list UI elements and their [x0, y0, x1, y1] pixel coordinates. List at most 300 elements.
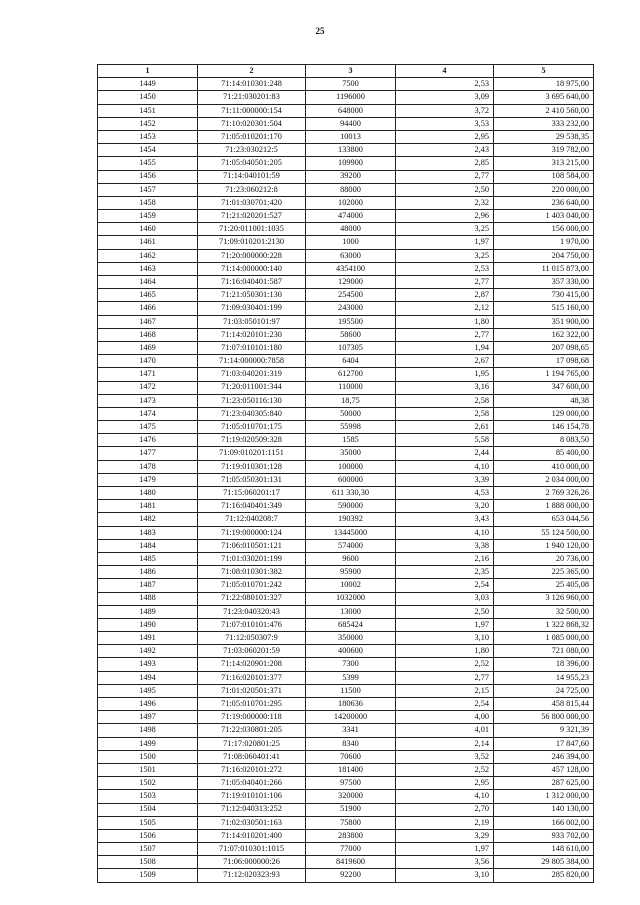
value-cell: 236 640,00 — [494, 196, 594, 209]
rate-cell: 3,09 — [396, 91, 494, 104]
value-cell: 285 820,00 — [494, 869, 594, 882]
cadastral-number-cell: 71:08:060401:41 — [198, 750, 306, 763]
table-row — [98, 605, 594, 618]
area-cell: 400600 — [306, 645, 396, 658]
row-number-cell: 1490 — [98, 618, 198, 631]
area-cell: 611 330,30 — [306, 487, 396, 500]
cadastral-number-cell: 71:05:010701:242 — [198, 579, 306, 592]
area-cell: 1196000 — [306, 91, 396, 104]
row-number-cell: 1449 — [98, 78, 198, 91]
row-number-cell: 1496 — [98, 698, 198, 711]
table-row — [98, 262, 594, 275]
cadastral-number-cell: 71:14:000000:140 — [198, 262, 306, 275]
area-cell: 195500 — [306, 315, 396, 328]
row-number-cell: 1468 — [98, 328, 198, 341]
cadastral-number-cell: 71:12:020323:93 — [198, 869, 306, 882]
row-number-cell: 1450 — [98, 91, 198, 104]
value-cell: 156 000,00 — [494, 223, 594, 236]
value-cell: 25 405,08 — [494, 579, 594, 592]
rate-cell: 3,16 — [396, 381, 494, 394]
table-row — [98, 856, 594, 869]
table-row — [98, 513, 594, 526]
table-row — [98, 355, 594, 368]
rate-cell: 2,52 — [396, 658, 494, 671]
rate-cell: 1,80 — [396, 315, 494, 328]
area-cell: 13000 — [306, 605, 396, 618]
cadastral-number-cell: 71:15:060201:17 — [198, 487, 306, 500]
table-row — [98, 302, 594, 315]
value-cell: 319 782,00 — [494, 144, 594, 157]
area-cell: 320000 — [306, 790, 396, 803]
row-number-cell: 1465 — [98, 289, 198, 302]
rate-cell: 2,58 — [396, 407, 494, 420]
row-number-cell: 1470 — [98, 355, 198, 368]
value-cell: 56 800 000,00 — [494, 711, 594, 724]
area-cell: 4354100 — [306, 262, 396, 275]
cadastral-number-cell: 71:07:010301:1015 — [198, 843, 306, 856]
rate-cell: 2,85 — [396, 157, 494, 170]
column-header-1: 1 — [98, 65, 198, 78]
rate-cell: 4,10 — [396, 460, 494, 473]
rate-cell: 3,29 — [396, 829, 494, 842]
table-row — [98, 724, 594, 737]
cadastral-number-cell: 71:06:000000:26 — [198, 856, 306, 869]
area-cell: 75800 — [306, 816, 396, 829]
value-cell: 2 769 326,26 — [494, 487, 594, 500]
value-cell: 17 098,68 — [494, 355, 594, 368]
table-row — [98, 816, 594, 829]
row-number-cell: 1494 — [98, 671, 198, 684]
cadastral-number-cell: 71:09:010201:1151 — [198, 447, 306, 460]
table-row — [98, 276, 594, 289]
row-number-cell: 1504 — [98, 803, 198, 816]
rate-cell: 2,87 — [396, 289, 494, 302]
area-cell: 350000 — [306, 632, 396, 645]
cadastral-number-cell: 71:12:050307:9 — [198, 632, 306, 645]
table-body — [98, 78, 594, 882]
rate-cell: 3,25 — [396, 249, 494, 262]
row-number-cell: 1486 — [98, 566, 198, 579]
table-row — [98, 671, 594, 684]
table-row — [98, 539, 594, 552]
row-number-cell: 1481 — [98, 500, 198, 513]
rate-cell: 2,54 — [396, 579, 494, 592]
table-row — [98, 658, 594, 671]
table-row — [98, 104, 594, 117]
rate-cell: 2,96 — [396, 210, 494, 223]
rate-cell: 2,77 — [396, 276, 494, 289]
area-cell: 474000 — [306, 210, 396, 223]
rate-cell: 3,03 — [396, 592, 494, 605]
table-row — [98, 803, 594, 816]
value-cell: 29 538,35 — [494, 130, 594, 143]
rate-cell: 4,10 — [396, 526, 494, 539]
cadastral-number-cell: 71:21:030201:83 — [198, 91, 306, 104]
value-cell: 721 080,00 — [494, 645, 594, 658]
value-cell: 1 970,00 — [494, 236, 594, 249]
cadastral-number-cell: 71:19:020509:328 — [198, 434, 306, 447]
rate-cell: 4,01 — [396, 724, 494, 737]
cadastral-number-cell: 71:01:020501:371 — [198, 684, 306, 697]
cadastral-number-cell: 71:03:060201:59 — [198, 645, 306, 658]
rate-cell: 1,95 — [396, 368, 494, 381]
cadastral-number-cell: 71:10:020301:504 — [198, 117, 306, 130]
table-row — [98, 183, 594, 196]
table-row — [98, 394, 594, 407]
table-row — [98, 210, 594, 223]
table-row — [98, 684, 594, 697]
rate-cell: 3,20 — [396, 500, 494, 513]
cadastral-number-cell: 71:08:010301:382 — [198, 566, 306, 579]
cadastral-number-cell: 71:03:050101:97 — [198, 315, 306, 328]
cadastral-number-cell: 71:16:040401:349 — [198, 500, 306, 513]
rate-cell: 2,61 — [396, 421, 494, 434]
value-cell: 2 410 560,00 — [494, 104, 594, 117]
value-cell: 730 415,00 — [494, 289, 594, 302]
value-cell: 333 232,00 — [494, 117, 594, 130]
area-cell: 6404 — [306, 355, 396, 368]
area-cell: 55998 — [306, 421, 396, 434]
table-row — [98, 790, 594, 803]
table-row — [98, 579, 594, 592]
table-row — [98, 289, 594, 302]
row-number-cell: 1502 — [98, 777, 198, 790]
rate-cell: 2,19 — [396, 816, 494, 829]
table-row — [98, 196, 594, 209]
table-row — [98, 157, 594, 170]
table-row — [98, 91, 594, 104]
column-header-2: 2 — [198, 65, 306, 78]
row-number-cell: 1463 — [98, 262, 198, 275]
rate-cell: 4,10 — [396, 790, 494, 803]
value-cell: 357 330,00 — [494, 276, 594, 289]
cadastral-number-cell: 71:16:040401:587 — [198, 276, 306, 289]
area-cell: 18,75 — [306, 394, 396, 407]
area-cell: 70600 — [306, 750, 396, 763]
value-cell: 24 725,00 — [494, 684, 594, 697]
area-cell: 102000 — [306, 196, 396, 209]
value-cell: 1 940 120,00 — [494, 539, 594, 552]
rate-cell: 2,50 — [396, 183, 494, 196]
row-number-cell: 1460 — [98, 223, 198, 236]
row-number-cell: 1475 — [98, 421, 198, 434]
table-row — [98, 526, 594, 539]
area-cell: 7500 — [306, 78, 396, 91]
cadastral-number-cell: 71:23:050116:130 — [198, 394, 306, 407]
rate-cell: 1,94 — [396, 341, 494, 354]
value-cell: 20 736,00 — [494, 552, 594, 565]
row-number-cell: 1455 — [98, 157, 198, 170]
cadastral-number-cell: 71:01:030701:420 — [198, 196, 306, 209]
rate-cell: 5,58 — [396, 434, 494, 447]
row-number-cell: 1482 — [98, 513, 198, 526]
area-cell: 94400 — [306, 117, 396, 130]
cadastral-number-cell: 71:22:030801:205 — [198, 724, 306, 737]
table-row — [98, 434, 594, 447]
area-cell: 590000 — [306, 500, 396, 513]
value-cell: 3 695 640,00 — [494, 91, 594, 104]
row-number-cell: 1472 — [98, 381, 198, 394]
row-number-cell: 1474 — [98, 407, 198, 420]
cadastral-number-cell: 71:01:030201:199 — [198, 552, 306, 565]
cadastral-number-cell: 71:05:010201:170 — [198, 130, 306, 143]
table-row — [98, 170, 594, 183]
rate-cell: 2,53 — [396, 78, 494, 91]
table-row — [98, 460, 594, 473]
cadastral-value-table — [97, 64, 594, 883]
cadastral-number-cell: 71:05:050301:131 — [198, 473, 306, 486]
value-cell: 18 396,00 — [494, 658, 594, 671]
table-row — [98, 737, 594, 750]
table-row — [98, 473, 594, 486]
cadastral-number-cell: 71:07:010101:180 — [198, 341, 306, 354]
row-number-cell: 1495 — [98, 684, 198, 697]
rate-cell: 3,38 — [396, 539, 494, 552]
area-cell: 129000 — [306, 276, 396, 289]
value-cell: 9 321,39 — [494, 724, 594, 737]
table-row — [98, 447, 594, 460]
area-cell: 5399 — [306, 671, 396, 684]
area-cell: 180636 — [306, 698, 396, 711]
cadastral-number-cell: 71:14:040101:59 — [198, 170, 306, 183]
cadastral-number-cell: 71:16:020101:377 — [198, 671, 306, 684]
area-cell: 574000 — [306, 539, 396, 552]
table-row — [98, 407, 594, 420]
value-cell: 653 044,56 — [494, 513, 594, 526]
rate-cell: 2,70 — [396, 803, 494, 816]
row-number-cell: 1509 — [98, 869, 198, 882]
row-number-cell: 1488 — [98, 592, 198, 605]
cadastral-number-cell: 71:02:030501:163 — [198, 816, 306, 829]
area-cell: 1000 — [306, 236, 396, 249]
row-number-cell: 1454 — [98, 144, 198, 157]
value-cell: 129 000,00 — [494, 407, 594, 420]
area-cell: 92200 — [306, 869, 396, 882]
cadastral-number-cell: 71:14:010301:248 — [198, 78, 306, 91]
column-header-5: 5 — [494, 65, 594, 78]
row-number-cell: 1478 — [98, 460, 198, 473]
rate-cell: 2,15 — [396, 684, 494, 697]
value-cell: 48,38 — [494, 394, 594, 407]
row-number-cell: 1469 — [98, 341, 198, 354]
area-cell: 1585 — [306, 434, 396, 447]
table-row — [98, 315, 594, 328]
table-row — [98, 328, 594, 341]
row-number-cell: 1501 — [98, 763, 198, 776]
value-cell: 410 000,00 — [494, 460, 594, 473]
table-row — [98, 78, 594, 91]
cadastral-number-cell: 71:09:030401:199 — [198, 302, 306, 315]
row-number-cell: 1508 — [98, 856, 198, 869]
table-row — [98, 487, 594, 500]
row-number-cell: 1505 — [98, 816, 198, 829]
value-cell: 140 130,00 — [494, 803, 594, 816]
rate-cell: 4,53 — [396, 487, 494, 500]
value-cell: 11 015 873,00 — [494, 262, 594, 275]
row-number-cell: 1487 — [98, 579, 198, 592]
area-cell: 254500 — [306, 289, 396, 302]
rate-cell: 2,50 — [396, 605, 494, 618]
row-number-cell: 1500 — [98, 750, 198, 763]
value-cell: 458 815,44 — [494, 698, 594, 711]
rate-cell: 2,53 — [396, 262, 494, 275]
rate-cell: 1,97 — [396, 618, 494, 631]
area-cell: 133800 — [306, 144, 396, 157]
cadastral-number-cell: 71:19:000000:118 — [198, 711, 306, 724]
value-cell: 225 365,00 — [494, 566, 594, 579]
area-cell: 283800 — [306, 829, 396, 842]
value-cell: 1 322 868,32 — [494, 618, 594, 631]
rate-cell: 3,25 — [396, 223, 494, 236]
area-cell: 48000 — [306, 223, 396, 236]
table-row — [98, 777, 594, 790]
area-cell: 1032000 — [306, 592, 396, 605]
rate-cell: 2,77 — [396, 328, 494, 341]
area-cell: 3341 — [306, 724, 396, 737]
rate-cell: 1,97 — [396, 236, 494, 249]
area-cell: 8419600 — [306, 856, 396, 869]
rate-cell: 3,56 — [396, 856, 494, 869]
table-row — [98, 632, 594, 645]
column-header-4: 4 — [396, 65, 494, 78]
row-number-cell: 1473 — [98, 394, 198, 407]
rate-cell: 1,80 — [396, 645, 494, 658]
row-number-cell: 1462 — [98, 249, 198, 262]
rate-cell: 4,00 — [396, 711, 494, 724]
cadastral-number-cell: 71:21:020201:527 — [198, 210, 306, 223]
area-cell: 95900 — [306, 566, 396, 579]
row-number-cell: 1489 — [98, 605, 198, 618]
table-row — [98, 552, 594, 565]
value-cell: 29 805 384,00 — [494, 856, 594, 869]
rate-cell: 2,35 — [396, 566, 494, 579]
value-cell: 32 500,00 — [494, 605, 594, 618]
value-cell: 515 160,00 — [494, 302, 594, 315]
value-cell: 18 975,00 — [494, 78, 594, 91]
rate-cell: 3,53 — [396, 117, 494, 130]
cadastral-number-cell: 71:05:040401:266 — [198, 777, 306, 790]
rate-cell: 2,54 — [396, 698, 494, 711]
row-number-cell: 1498 — [98, 724, 198, 737]
rate-cell: 2,32 — [396, 196, 494, 209]
rate-cell: 2,14 — [396, 737, 494, 750]
rate-cell: 3,10 — [396, 632, 494, 645]
rate-cell: 3,52 — [396, 750, 494, 763]
value-cell: 148 610,00 — [494, 843, 594, 856]
table-row — [98, 144, 594, 157]
table-row — [98, 869, 594, 882]
table-row — [98, 236, 594, 249]
table-row — [98, 223, 594, 236]
value-cell: 457 128,00 — [494, 763, 594, 776]
area-cell: 110000 — [306, 381, 396, 394]
value-cell: 1 312 000,00 — [494, 790, 594, 803]
table-row — [98, 843, 594, 856]
value-cell: 14 955,23 — [494, 671, 594, 684]
cadastral-number-cell: 71:19:000000:124 — [198, 526, 306, 539]
row-number-cell: 1461 — [98, 236, 198, 249]
area-cell: 58600 — [306, 328, 396, 341]
value-cell: 207 098,65 — [494, 341, 594, 354]
table-row — [98, 711, 594, 724]
table-row — [98, 500, 594, 513]
area-cell: 14200000 — [306, 711, 396, 724]
cadastral-number-cell: 71:20:011001:1035 — [198, 223, 306, 236]
table-row — [98, 829, 594, 842]
row-number-cell: 1506 — [98, 829, 198, 842]
area-cell: 107305 — [306, 341, 396, 354]
value-cell: 1 085 000,00 — [494, 632, 594, 645]
value-cell: 204 750,00 — [494, 249, 594, 262]
area-cell: 10002 — [306, 579, 396, 592]
value-cell: 166 002,00 — [494, 816, 594, 829]
area-cell: 63000 — [306, 249, 396, 262]
value-cell: 313 215,00 — [494, 157, 594, 170]
row-number-cell: 1459 — [98, 210, 198, 223]
value-cell: 55 124 500,00 — [494, 526, 594, 539]
value-cell: 17 847,60 — [494, 737, 594, 750]
area-cell: 50000 — [306, 407, 396, 420]
value-cell: 246 394,00 — [494, 750, 594, 763]
cadastral-number-cell: 71:05:010701:295 — [198, 698, 306, 711]
row-number-cell: 1476 — [98, 434, 198, 447]
area-cell: 10013 — [306, 130, 396, 143]
cadastral-number-cell: 71:05:040501:205 — [198, 157, 306, 170]
rate-cell: 2,67 — [396, 355, 494, 368]
row-number-cell: 1493 — [98, 658, 198, 671]
table-row — [98, 645, 594, 658]
table-row — [98, 750, 594, 763]
area-cell: 97500 — [306, 777, 396, 790]
row-number-cell: 1451 — [98, 104, 198, 117]
area-cell: 8340 — [306, 737, 396, 750]
rate-cell: 3,72 — [396, 104, 494, 117]
area-cell: 190392 — [306, 513, 396, 526]
value-cell: 2 034 000,00 — [494, 473, 594, 486]
row-number-cell: 1480 — [98, 487, 198, 500]
table-row — [98, 592, 594, 605]
cadastral-number-cell: 71:14:000000:7858 — [198, 355, 306, 368]
area-cell: 600000 — [306, 473, 396, 486]
area-cell: 181400 — [306, 763, 396, 776]
area-cell: 11500 — [306, 684, 396, 697]
rate-cell: 2,43 — [396, 144, 494, 157]
area-cell: 648000 — [306, 104, 396, 117]
area-cell: 7300 — [306, 658, 396, 671]
area-cell: 51900 — [306, 803, 396, 816]
value-cell: 8 083,50 — [494, 434, 594, 447]
cadastral-number-cell: 71:14:020901:208 — [198, 658, 306, 671]
table-row — [98, 421, 594, 434]
cadastral-number-cell: 71:06:010501:121 — [198, 539, 306, 552]
row-number-cell: 1479 — [98, 473, 198, 486]
row-number-cell: 1507 — [98, 843, 198, 856]
row-number-cell: 1464 — [98, 276, 198, 289]
table-row — [98, 566, 594, 579]
row-number-cell: 1499 — [98, 737, 198, 750]
row-number-cell: 1484 — [98, 539, 198, 552]
cadastral-number-cell: 71:07:010101:476 — [198, 618, 306, 631]
row-number-cell: 1466 — [98, 302, 198, 315]
row-number-cell: 1467 — [98, 315, 198, 328]
row-number-cell: 1485 — [98, 552, 198, 565]
value-cell: 1 403 040,00 — [494, 210, 594, 223]
cadastral-number-cell: 71:17:020801:25 — [198, 737, 306, 750]
row-number-cell: 1503 — [98, 790, 198, 803]
row-number-cell: 1492 — [98, 645, 198, 658]
rate-cell: 2,77 — [396, 671, 494, 684]
row-number-cell: 1471 — [98, 368, 198, 381]
